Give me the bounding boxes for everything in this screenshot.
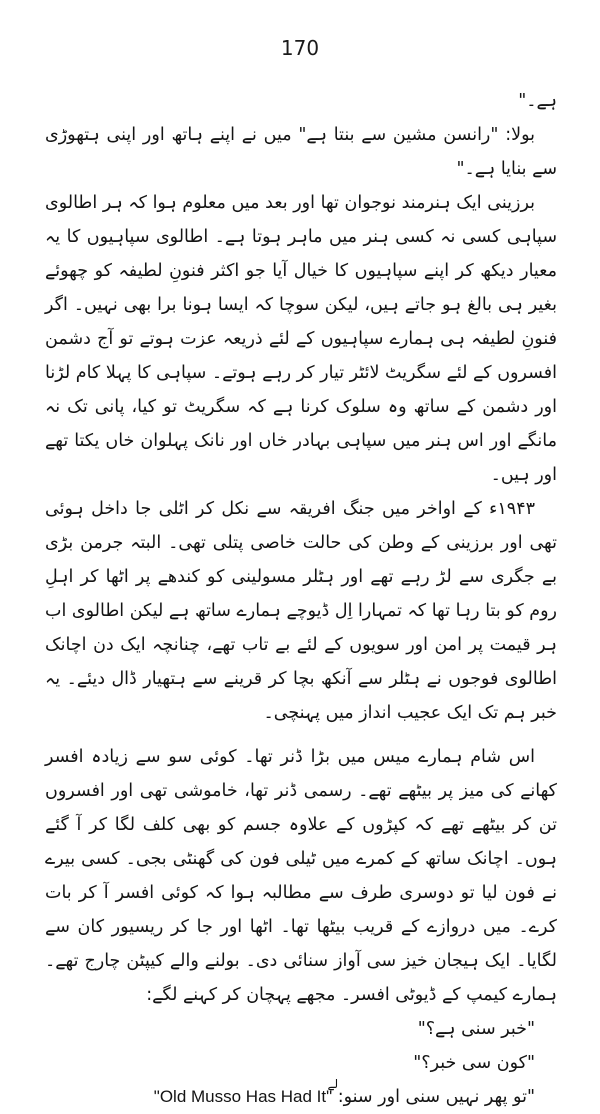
paragraph-1943: ۱۹۴۳ء کے اواخر میں جنگ افریقہ سے نکل کر اٹلی جا داخل ہوئی تھی اور برزینی کے وطن کی حالت خاصی پتلی تھی۔ البتہ جرمن بڑی بے جگری سے لڑ رہے تھے اور ہٹلر مسولینی کو کندھے پر اٹھا کر اہلِ روم کو بتا رہا تھا کہ تمہارا اِل ڈیوچے ہمارے ساتھ ہے لیکن اطالوی اب ہر قیمت پر امن اور سویوں کے لئے بے تاب تھے، چنانچہ ایک دن اچانک اطالوی فوجوں نے ہٹلر سے آنکھ بچا کر قرینے سے ہتھیار ڈال دیئے۔ یہ خبر ہم تک ایک عجیب انداز میں پہنچی۔ (45, 499, 557, 723)
dialogue-line-3 (45, 1077, 557, 1114)
paragraph-mess-dinner: اس شام ہمارے میس میں بڑا ڈنر تھا۔ کوئی سو سے زیادہ افسر کھانے کی میز پر بیٹھے تھے۔ رسمی ڈنر تھا، خاموشی تھی اور افسروں تن کر بیٹھے تھے کہ کپڑوں کے علاوہ جسم کو بھی کلف لگا کر آ گئے ہوں۔ اچانک ساتھ کے کمرے میں ٹیلی فون کی گھنٹی بجی۔ کسی بیرے نے فون لیا تو دوسری طرف سے مطالبہ ہوا کہ کوئی افسر آ کر بات کرے۔ میں دروازے کے قریب بیٹھا تھا۔ اٹھا اور جا کر ریسیور کان سے لگایا۔ ایک ہیجان خیز سی آواز سنائی دی۔ بولنے والے کیپٹن چارج تھے۔ ہمارے کیمپ کے ڈیوٹی افسر۔ مجھے پہچان کر کہنے لگے: (45, 747, 557, 1005)
dialogue-line-1: "خبر سنی ہے؟" (417, 1019, 535, 1039)
english-quote (153, 1077, 339, 1106)
dialogue-urdu-text: "تو پھر نہیں سنی اور سنو: (337, 1087, 535, 1107)
footnote-mark: لے (327, 1077, 339, 1091)
page-number: 170 (280, 36, 320, 60)
english-quote-text: "Old Musso Has Had It" (153, 1087, 333, 1106)
page-body (45, 84, 557, 1114)
dialogue-line-2: "کون سی خبر؟" (413, 1053, 535, 1073)
paragraph-ending: ہے۔" (518, 91, 557, 111)
paragraph-barzini: برزینی ایک ہنرمند نوجوان تھا اور بعد میں معلوم ہوا کہ ہر اطالوی سپاہی کسی نہ کسی ہنر میں ماہر ہوتا ہے۔ اطالوی سپاہیوں کا یہ معیار دیکھ کر اپنے سپاہیوں کا خیال آیا جو اکثر فنونِ لطیفہ کو چھوئے بغیر ہی بالغ ہو جاتے ہیں، لیکن سوچا کہ ایسا ہونا برا بھی نہیں۔ اگر فنونِ لطیفہ ہی ہمارے سپاہیوں کے لئے ذریعہ عزت ہوتے تو آج دشمن افسروں کے لئے سگریٹ لائٹر تیار کر رہے ہوتے۔ سپاہی کا پہلا کام لڑنا اور دشمن کے ساتھ وہ سلوک کرنا ہے کہ سگریٹ تو کیا، پانی تک نہ مانگے اور اس ہنر میں سپاہی بہادر خاں اور نانک پہلوان خاں یکتا تھے اور ہیں۔ (45, 193, 557, 485)
paragraph-quote: بولا: "رانسن مشین سے بنتا ہے" میں نے اپنے ہاتھ اور اپنی ہتھوڑی سے بنایا ہے۔" (45, 125, 557, 179)
